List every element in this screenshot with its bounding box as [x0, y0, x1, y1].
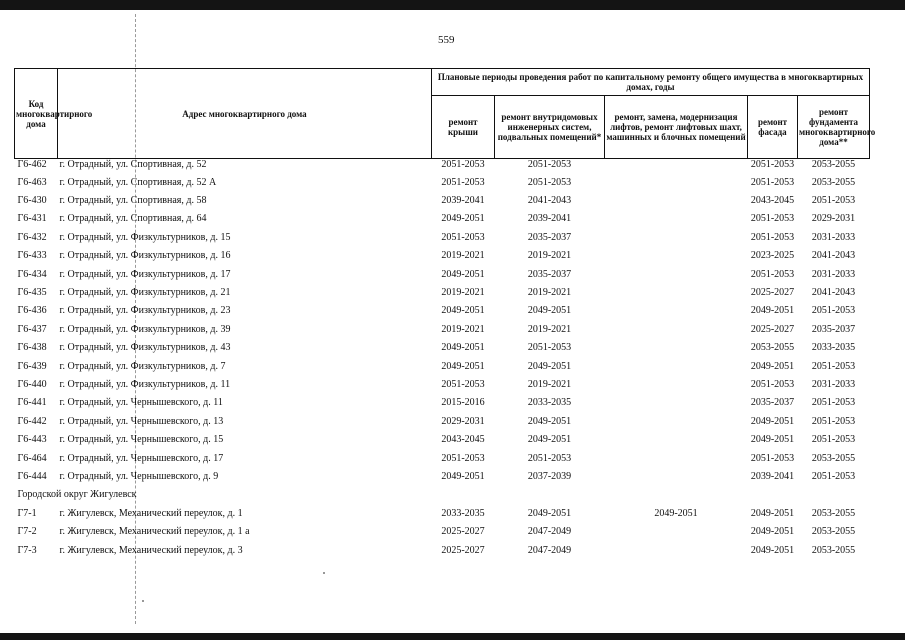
cell-facade-period: 2051-2053: [750, 213, 795, 225]
cell-foundation-period: 2053-2055: [811, 544, 856, 556]
table-row: [15, 283, 870, 301]
cell-roof-period: 2051-2053: [441, 378, 485, 390]
cell-address: г. Жигулевск, Механический переулок, д. 3: [59, 544, 243, 556]
cell-address: г. Отрадный, ул. Спортивная, д. 64: [59, 213, 207, 225]
cell-roof-period: 2049-2051: [441, 305, 485, 317]
cell-foundation-period: 2053-2055: [811, 507, 856, 519]
cell-address: г. Отрадный, ул. Физкультурников, д. 7: [59, 360, 226, 372]
cell-roof-period: 2043-2045: [441, 434, 485, 446]
cell-foundation-period: 2051-2053: [811, 434, 856, 446]
cell-facade-period: 2053-2055: [750, 342, 795, 354]
cell-foundation-period: 2033-2035: [811, 342, 856, 354]
cell-elevators-period: [605, 467, 748, 485]
cell-facade-period: 2049-2051: [750, 434, 795, 446]
cell-systems-period: 2035-2037: [527, 231, 572, 243]
cell-code: Г6-434: [17, 268, 47, 280]
cell-roof-period: 2049-2051: [441, 213, 485, 225]
cell-foundation-period: 2029-2031: [811, 213, 856, 225]
header-foundation-repair: ремонт фундамента многоквартирного дома**: [798, 96, 870, 159]
cell-roof-period: 2019-2021: [441, 287, 485, 299]
cell-roof-period: 2051-2053: [441, 159, 485, 170]
cell-roof-period: 2019-2021: [441, 250, 485, 262]
header-planned-periods: Плановые периоды проведения работ по капитальному ремонту общего имущества в многоквартирных домах, годы: [432, 69, 870, 96]
cell-foundation-period: 2051-2053: [811, 360, 856, 372]
cell-code: Г6-433: [17, 250, 47, 262]
cell-code: Г6-464: [17, 452, 47, 464]
cell-facade-period: 2049-2051: [750, 415, 795, 427]
cell-elevators-period: [605, 522, 748, 540]
table-row: [15, 159, 870, 174]
cell-foundation-period: 2031-2033: [811, 268, 856, 280]
cell-facade-period: 2049-2051: [750, 544, 795, 556]
cell-foundation-period: 2031-2033: [811, 378, 856, 390]
cell-elevators-period: [605, 449, 748, 467]
cell-code: Г6-444: [17, 470, 47, 482]
cell-address: г. Отрадный, ул. Чернышевского, д. 11: [59, 397, 223, 409]
cell-facade-period: 2051-2053: [750, 378, 795, 390]
cell-code: Г6-443: [17, 434, 47, 446]
table-row: [15, 320, 870, 338]
cell-elevators-period: [605, 159, 748, 174]
cell-systems-period: 2035-2037: [527, 268, 572, 280]
cell-systems-period: 2049-2051: [527, 434, 572, 446]
cell-systems-period: 2039-2041: [527, 213, 572, 225]
cell-elevators-period: [605, 375, 748, 393]
cell-code: Г6-432: [17, 231, 47, 243]
table-row: [15, 375, 870, 393]
cell-address: г. Отрадный, ул. Физкультурников, д. 15: [59, 231, 231, 243]
cell-systems-period: 2019-2021: [527, 378, 572, 390]
cell-systems-period: 2049-2051: [527, 305, 572, 317]
header-systems-repair: ремонт внутридомовых инженерных систем, подвальных помещений*: [495, 96, 605, 159]
header-elevator-repair: ремонт, замена, модернизация лифтов, ремонт лифтовых шахт, машинных и блочных помещений: [605, 96, 748, 159]
cell-elevators-period: [605, 210, 748, 228]
cell-facade-period: 2049-2051: [750, 305, 795, 317]
cell-code: Г6-438: [17, 342, 47, 354]
cell-address: г. Отрадный, ул. Спортивная, д. 52 А: [59, 176, 217, 188]
cell-address: г. Отрадный, ул. Физкультурников, д. 39: [59, 323, 231, 335]
cell-code: Г7-3: [17, 544, 37, 556]
page-number: 559: [438, 34, 455, 46]
cell-address: г. Отрадный, ул. Спортивная, д. 52: [59, 159, 207, 170]
cell-code: Г6-437: [17, 323, 47, 335]
cell-systems-period: 2051-2053: [527, 176, 572, 188]
cell-roof-period: 2049-2051: [441, 342, 485, 354]
cell-address: г. Отрадный, ул. Чернышевского, д. 9: [59, 470, 219, 482]
cell-foundation-period: 2041-2043: [811, 250, 856, 262]
cell-foundation-period: 2053-2055: [811, 176, 856, 188]
cell-roof-period: 2019-2021: [441, 323, 485, 335]
cell-address: г. Отрадный, ул. Спортивная, д. 58: [59, 195, 207, 207]
cell-elevators-period: [605, 430, 748, 448]
cell-roof-period: 2049-2051: [441, 360, 485, 372]
cell-roof-period: 2051-2053: [441, 452, 485, 464]
bottom-scan-border: [0, 633, 905, 640]
cell-address: г. Отрадный, ул. Чернышевского, д. 15: [59, 434, 224, 446]
cell-facade-period: 2049-2051: [750, 507, 795, 519]
cell-systems-period: 2047-2049: [527, 544, 572, 556]
section-title: Городской округ Жигулевск: [17, 489, 137, 501]
cell-systems-period: 2019-2021: [527, 250, 572, 262]
header-roof-repair: ремонт крыши: [432, 96, 495, 159]
table-row: [15, 522, 870, 540]
cell-roof-period: 2015-2016: [441, 397, 485, 409]
cell-code: Г6-430: [17, 195, 47, 207]
table-row: [15, 357, 870, 375]
cell-elevators-period: [605, 265, 748, 283]
cell-roof-period: 2049-2051: [441, 470, 485, 482]
cell-address: г. Отрадный, ул. Физкультурников, д. 21: [59, 287, 231, 299]
table-row: [15, 412, 870, 430]
cell-address: г. Отрадный, ул. Физкультурников, д. 16: [59, 250, 231, 262]
cell-code: Г6-435: [17, 287, 47, 299]
table-row: [15, 302, 870, 320]
cell-systems-period: 2049-2051: [527, 360, 572, 372]
cell-foundation-period: 2041-2043: [811, 287, 856, 299]
cell-foundation-period: 2035-2037: [811, 323, 856, 335]
cell-facade-period: 2051-2053: [750, 231, 795, 243]
cell-facade-period: 2051-2053: [750, 176, 795, 188]
cell-facade-period: 2049-2051: [750, 526, 795, 538]
cell-roof-period: 2049-2051: [441, 268, 485, 280]
cell-facade-period: 2049-2051: [750, 360, 795, 372]
cell-elevators-period: [605, 339, 748, 357]
cell-roof-period: 2051-2053: [441, 231, 485, 243]
cell-code: Г6-439: [17, 360, 47, 372]
cell-systems-period: 2051-2053: [527, 159, 572, 170]
cell-foundation-period: 2051-2053: [811, 305, 856, 317]
table-row: [15, 247, 870, 265]
cell-systems-period: 2051-2053: [527, 452, 572, 464]
table-row: [15, 228, 870, 246]
cell-foundation-period: 2051-2053: [811, 470, 856, 482]
cell-address: г. Жигулевск, Механический переулок, д. 1: [59, 507, 243, 519]
cell-roof-period: 2025-2027: [441, 526, 485, 538]
cell-roof-period: 2033-2035: [441, 507, 485, 519]
cell-elevators-period: 2049-2051: [654, 507, 698, 519]
cell-foundation-period: 2031-2033: [811, 231, 856, 243]
cell-elevators-period: [605, 173, 748, 191]
cell-roof-period: 2029-2031: [441, 415, 485, 427]
cell-elevators-period: [605, 412, 748, 430]
cell-facade-period: 2023-2025: [750, 250, 795, 262]
cell-foundation-period: 2051-2053: [811, 397, 856, 409]
cell-elevators-period: [605, 357, 748, 375]
table-row: [15, 504, 870, 522]
cell-facade-period: 2051-2053: [750, 159, 795, 170]
cell-facade-period: 2035-2037: [750, 397, 795, 409]
cell-elevators-period: [605, 302, 748, 320]
cell-roof-period: 2051-2053: [441, 176, 485, 188]
cell-code: Г6-463: [17, 176, 47, 188]
header-address: Адрес многоквартирного дома: [58, 69, 432, 159]
cell-systems-period: 2019-2021: [527, 287, 572, 299]
cell-address: г. Отрадный, ул. Физкультурников, д. 17: [59, 268, 231, 280]
cell-address: г. Отрадный, ул. Чернышевского, д. 17: [59, 452, 224, 464]
cell-code: Г7-1: [17, 507, 37, 519]
scan-speck: [323, 572, 325, 574]
cell-elevators-period: [605, 247, 748, 265]
cell-systems-period: 2033-2035: [527, 397, 572, 409]
table-row: [15, 265, 870, 283]
section-row: [15, 486, 870, 504]
cell-code: Г7-2: [17, 526, 37, 538]
table-row: [15, 541, 870, 559]
cell-foundation-period: 2053-2055: [811, 452, 856, 464]
cell-facade-period: 2043-2045: [750, 195, 795, 207]
header-code: Код многоквартирного дома: [15, 69, 58, 159]
cell-roof-period: 2039-2041: [441, 195, 485, 207]
cell-code: Г6-431: [17, 213, 47, 225]
cell-systems-period: 2037-2039: [527, 470, 572, 482]
table-row: [15, 173, 870, 191]
cell-systems-period: 2047-2049: [527, 526, 572, 538]
table-row: [15, 210, 870, 228]
cell-address: г. Отрадный, ул. Физкультурников, д. 43: [59, 342, 231, 354]
cell-elevators-period: [605, 320, 748, 338]
cell-systems-period: 2041-2043: [527, 195, 572, 207]
cell-facade-period: 2051-2053: [750, 452, 795, 464]
capital-repair-schedule-table: [14, 68, 876, 559]
header-facade-repair: ремонт фасада: [748, 96, 798, 159]
cell-systems-period: 2049-2051: [527, 507, 572, 519]
cell-code: Г6-441: [17, 397, 47, 409]
cell-address: г. Отрадный, ул. Чернышевского, д. 13: [59, 415, 224, 427]
cell-systems-period: 2049-2051: [527, 415, 572, 427]
cell-systems-period: 2051-2053: [527, 342, 572, 354]
cell-facade-period: 2025-2027: [750, 287, 795, 299]
cell-facade-period: 2051-2053: [750, 268, 795, 280]
cell-code: Г6-436: [17, 305, 47, 317]
cell-elevators-period: [605, 541, 748, 559]
cell-address: г. Отрадный, ул. Физкультурников, д. 23: [59, 305, 231, 317]
cell-code: Г6-440: [17, 378, 47, 390]
table-row: [15, 449, 870, 467]
cell-address: г. Жигулевск, Механический переулок, д. 1 а: [59, 526, 250, 538]
cell-elevators-period: [605, 394, 748, 412]
cell-elevators-period: [605, 191, 748, 209]
cell-code: Г6-462: [17, 159, 47, 170]
scan-speck: [142, 600, 144, 602]
table-row: [15, 467, 870, 485]
cell-elevators-period: [605, 228, 748, 246]
cell-facade-period: 2039-2041: [750, 470, 795, 482]
table-row: [15, 430, 870, 448]
cell-foundation-period: 2051-2053: [811, 415, 856, 427]
cell-elevators-period: [605, 283, 748, 301]
cell-foundation-period: 2053-2055: [811, 526, 856, 538]
table-row: [15, 191, 870, 209]
cell-systems-period: 2019-2021: [527, 323, 572, 335]
top-scan-border: [0, 0, 905, 10]
cell-address: г. Отрадный, ул. Физкультурников, д. 11: [59, 378, 231, 390]
cell-facade-period: 2025-2027: [750, 323, 795, 335]
cell-foundation-period: 2051-2053: [811, 195, 856, 207]
cell-code: Г6-442: [17, 415, 47, 427]
table-row: [15, 394, 870, 412]
table-row: [15, 339, 870, 357]
cell-foundation-period: 2053-2055: [811, 159, 856, 170]
table-body: [15, 159, 870, 560]
cell-roof-period: 2025-2027: [441, 544, 485, 556]
